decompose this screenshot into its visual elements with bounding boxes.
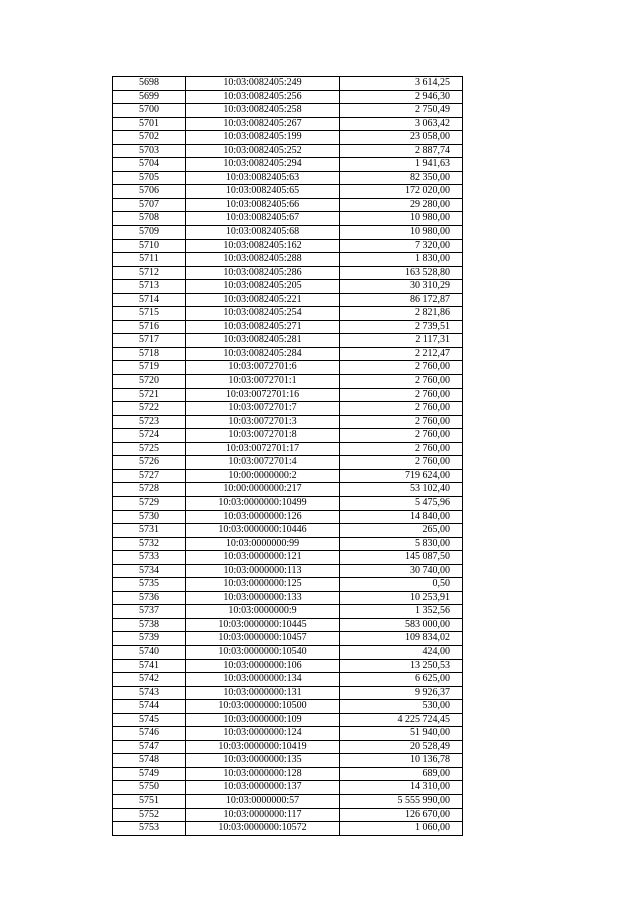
table-row — [113, 781, 463, 795]
cadastral-number-cell: 10:03:0000000:106 — [186, 659, 340, 673]
value-cell: 2 887,74 — [340, 144, 463, 158]
row-number-cell: 5730 — [113, 510, 186, 524]
cadastral-number-cell: 10:03:0082405:256 — [186, 90, 340, 104]
cadastral-number-cell: 10:03:0072701:4 — [186, 456, 340, 470]
table-row — [113, 144, 463, 158]
row-number-cell: 5735 — [113, 578, 186, 592]
value-cell: 82 350,00 — [340, 171, 463, 185]
table-row — [113, 293, 463, 307]
table-row — [113, 700, 463, 714]
cadastral-number-cell: 10:03:0000000:99 — [186, 537, 340, 551]
row-number-cell: 5700 — [113, 104, 186, 118]
cadastral-number-cell: 10:03:0072701:16 — [186, 388, 340, 402]
table-row — [113, 496, 463, 510]
cadastral-number-cell: 10:03:0082405:294 — [186, 158, 340, 172]
cadastral-number-cell: 10:03:0000000:10446 — [186, 524, 340, 538]
row-number-cell: 5728 — [113, 483, 186, 497]
row-number-cell: 5753 — [113, 822, 186, 836]
table-row — [113, 253, 463, 267]
row-number-cell: 5698 — [113, 77, 186, 91]
cadastral-number-cell: 10:03:0000000:10457 — [186, 632, 340, 646]
row-number-cell: 5742 — [113, 673, 186, 687]
row-number-cell: 5725 — [113, 442, 186, 456]
cadastral-number-cell: 10:03:0082405:205 — [186, 280, 340, 294]
value-cell: 29 280,00 — [340, 198, 463, 212]
row-number-cell: 5702 — [113, 131, 186, 145]
value-cell: 30 310,29 — [340, 280, 463, 294]
row-number-cell: 5701 — [113, 117, 186, 131]
table-row — [113, 808, 463, 822]
table-row — [113, 347, 463, 361]
table-row — [113, 605, 463, 619]
row-number-cell: 5736 — [113, 591, 186, 605]
table-row — [113, 551, 463, 565]
value-cell: 719 624,00 — [340, 469, 463, 483]
value-cell: 5 555 990,00 — [340, 794, 463, 808]
cadastral-number-cell: 10:03:0000000:113 — [186, 564, 340, 578]
table-row — [113, 375, 463, 389]
value-cell: 2 117,31 — [340, 334, 463, 348]
cadastral-number-cell: 10:03:0082405:68 — [186, 226, 340, 240]
row-number-cell: 5748 — [113, 754, 186, 768]
value-cell: 163 528,80 — [340, 266, 463, 280]
value-cell: 2 760,00 — [340, 415, 463, 429]
row-number-cell: 5737 — [113, 605, 186, 619]
value-cell: 10 980,00 — [340, 226, 463, 240]
value-cell: 51 940,00 — [340, 727, 463, 741]
table-row — [113, 429, 463, 443]
table-row — [113, 591, 463, 605]
row-number-cell: 5734 — [113, 564, 186, 578]
table-row — [113, 266, 463, 280]
row-number-cell: 5706 — [113, 185, 186, 199]
value-cell: 10 136,78 — [340, 754, 463, 768]
cadastral-number-cell: 10:03:0082405:271 — [186, 320, 340, 334]
value-cell: 145 087,50 — [340, 551, 463, 565]
cadastral-number-cell: 10:03:0082405:286 — [186, 266, 340, 280]
table-row — [113, 388, 463, 402]
value-cell: 265,00 — [340, 524, 463, 538]
value-cell: 13 250,53 — [340, 659, 463, 673]
table-row — [113, 659, 463, 673]
table-row — [113, 361, 463, 375]
value-cell: 3 063,42 — [340, 117, 463, 131]
table-row — [113, 307, 463, 321]
row-number-cell: 5732 — [113, 537, 186, 551]
value-cell: 10 253,91 — [340, 591, 463, 605]
row-number-cell: 5723 — [113, 415, 186, 429]
value-cell: 689,00 — [340, 767, 463, 781]
cadastral-number-cell: 10:03:0000000:133 — [186, 591, 340, 605]
value-cell: 2 821,86 — [340, 307, 463, 321]
row-number-cell: 5707 — [113, 198, 186, 212]
table-row — [113, 77, 463, 91]
cadastral-number-cell: 10:03:0082405:267 — [186, 117, 340, 131]
value-cell: 2 760,00 — [340, 456, 463, 470]
row-number-cell: 5744 — [113, 700, 186, 714]
cadastral-number-cell: 10:03:0000000:134 — [186, 673, 340, 687]
value-cell: 109 834,02 — [340, 632, 463, 646]
row-number-cell: 5705 — [113, 171, 186, 185]
row-number-cell: 5718 — [113, 347, 186, 361]
row-number-cell: 5740 — [113, 645, 186, 659]
table-row — [113, 320, 463, 334]
row-number-cell: 5731 — [113, 524, 186, 538]
row-number-cell: 5715 — [113, 307, 186, 321]
cadastral-number-cell: 10:03:0000000:10445 — [186, 618, 340, 632]
table-row — [113, 90, 463, 104]
cadastral-number-cell: 10:03:0082405:67 — [186, 212, 340, 226]
row-number-cell: 5743 — [113, 686, 186, 700]
table-row — [113, 822, 463, 836]
cadastral-number-cell: 10:00:0000000:217 — [186, 483, 340, 497]
table-row — [113, 117, 463, 131]
cadastral-number-cell: 10:03:0000000:124 — [186, 727, 340, 741]
table-row — [113, 727, 463, 741]
table-row — [113, 767, 463, 781]
cadastral-number-cell: 10:03:0000000:57 — [186, 794, 340, 808]
table-row — [113, 198, 463, 212]
cadastral-number-cell: 10:03:0000000:10419 — [186, 740, 340, 754]
cadastral-number-cell: 10:03:0000000:9 — [186, 605, 340, 619]
value-cell: 530,00 — [340, 700, 463, 714]
value-cell: 2 760,00 — [340, 442, 463, 456]
row-number-cell: 5724 — [113, 429, 186, 443]
table-row — [113, 171, 463, 185]
row-number-cell: 5712 — [113, 266, 186, 280]
cadastral-number-cell: 10:03:0000000:125 — [186, 578, 340, 592]
row-number-cell: 5729 — [113, 496, 186, 510]
value-cell: 23 058,00 — [340, 131, 463, 145]
table-row — [113, 754, 463, 768]
value-cell: 3 614,25 — [340, 77, 463, 91]
row-number-cell: 5699 — [113, 90, 186, 104]
value-cell: 2 739,51 — [340, 320, 463, 334]
table-row — [113, 280, 463, 294]
value-cell: 2 760,00 — [340, 375, 463, 389]
table-row — [113, 469, 463, 483]
row-number-cell: 5709 — [113, 226, 186, 240]
cadastral-number-cell: 10:03:0082405:249 — [186, 77, 340, 91]
cadastral-number-cell: 10:03:0082405:252 — [186, 144, 340, 158]
value-cell: 2 760,00 — [340, 429, 463, 443]
row-number-cell: 5713 — [113, 280, 186, 294]
value-cell: 172 020,00 — [340, 185, 463, 199]
cadastral-number-cell: 10:03:0000000:135 — [186, 754, 340, 768]
value-cell: 1 830,00 — [340, 253, 463, 267]
table-row — [113, 713, 463, 727]
row-number-cell: 5708 — [113, 212, 186, 226]
table-row — [113, 456, 463, 470]
cadastral-number-cell: 10:03:0082405:199 — [186, 131, 340, 145]
row-number-cell: 5711 — [113, 253, 186, 267]
cadastral-number-cell: 10:03:0082405:288 — [186, 253, 340, 267]
value-cell: 14 310,00 — [340, 781, 463, 795]
table-row — [113, 510, 463, 524]
table-body — [113, 77, 463, 836]
row-number-cell: 5714 — [113, 293, 186, 307]
row-number-cell: 5726 — [113, 456, 186, 470]
row-number-cell: 5719 — [113, 361, 186, 375]
table-row — [113, 632, 463, 646]
row-number-cell: 5752 — [113, 808, 186, 822]
table-row — [113, 104, 463, 118]
data-table — [112, 76, 463, 836]
row-number-cell: 5750 — [113, 781, 186, 795]
table-row — [113, 402, 463, 416]
table-row — [113, 158, 463, 172]
table-row — [113, 442, 463, 456]
table-row — [113, 226, 463, 240]
cadastral-number-cell: 10:03:0000000:128 — [186, 767, 340, 781]
value-cell: 9 926,37 — [340, 686, 463, 700]
table-row — [113, 524, 463, 538]
value-cell: 1 060,00 — [340, 822, 463, 836]
row-number-cell: 5727 — [113, 469, 186, 483]
row-number-cell: 5746 — [113, 727, 186, 741]
table-row — [113, 673, 463, 687]
value-cell: 7 320,00 — [340, 239, 463, 253]
row-number-cell: 5745 — [113, 713, 186, 727]
row-number-cell: 5722 — [113, 402, 186, 416]
cadastral-number-cell: 10:03:0000000:121 — [186, 551, 340, 565]
cadastral-number-cell: 10:03:0082405:63 — [186, 171, 340, 185]
table-row — [113, 239, 463, 253]
table-row — [113, 686, 463, 700]
row-number-cell: 5717 — [113, 334, 186, 348]
table-row — [113, 537, 463, 551]
value-cell: 2 760,00 — [340, 388, 463, 402]
cadastral-number-cell: 10:03:0082405:221 — [186, 293, 340, 307]
value-cell: 2 750,49 — [340, 104, 463, 118]
cadastral-number-cell: 10:03:0000000:10572 — [186, 822, 340, 836]
table-row — [113, 645, 463, 659]
row-number-cell: 5721 — [113, 388, 186, 402]
value-cell: 126 670,00 — [340, 808, 463, 822]
value-cell: 20 528,49 — [340, 740, 463, 754]
cadastral-number-cell: 10:03:0072701:1 — [186, 375, 340, 389]
value-cell: 424,00 — [340, 645, 463, 659]
cadastral-number-cell: 10:03:0000000:10540 — [186, 645, 340, 659]
table-row — [113, 483, 463, 497]
value-cell: 86 172,87 — [340, 293, 463, 307]
value-cell: 30 740,00 — [340, 564, 463, 578]
value-cell: 2 760,00 — [340, 361, 463, 375]
row-number-cell: 5738 — [113, 618, 186, 632]
row-number-cell: 5749 — [113, 767, 186, 781]
row-number-cell: 5716 — [113, 320, 186, 334]
cadastral-number-cell: 10:03:0082405:284 — [186, 347, 340, 361]
cadastral-number-cell: 10:03:0072701:7 — [186, 402, 340, 416]
cadastral-number-cell: 10:03:0000000:131 — [186, 686, 340, 700]
row-number-cell: 5710 — [113, 239, 186, 253]
cadastral-number-cell: 10:03:0000000:10500 — [186, 700, 340, 714]
cadastral-number-cell: 10:03:0000000:117 — [186, 808, 340, 822]
row-number-cell: 5739 — [113, 632, 186, 646]
table-row — [113, 212, 463, 226]
table-row — [113, 564, 463, 578]
value-cell: 10 980,00 — [340, 212, 463, 226]
value-cell: 4 225 724,45 — [340, 713, 463, 727]
table-row — [113, 578, 463, 592]
cadastral-number-cell: 10:03:0082405:162 — [186, 239, 340, 253]
value-cell: 2 760,00 — [340, 402, 463, 416]
cadastral-number-cell: 10:03:0072701:6 — [186, 361, 340, 375]
value-cell: 53 102,40 — [340, 483, 463, 497]
row-number-cell: 5703 — [113, 144, 186, 158]
table-row — [113, 618, 463, 632]
cadastral-number-cell: 10:03:0082405:254 — [186, 307, 340, 321]
row-number-cell: 5747 — [113, 740, 186, 754]
value-cell: 6 625,00 — [340, 673, 463, 687]
cadastral-number-cell: 10:03:0000000:137 — [186, 781, 340, 795]
table-row — [113, 794, 463, 808]
row-number-cell: 5751 — [113, 794, 186, 808]
table-row — [113, 334, 463, 348]
value-cell: 1 352,56 — [340, 605, 463, 619]
value-cell: 0,50 — [340, 578, 463, 592]
cadastral-number-cell: 10:03:0000000:126 — [186, 510, 340, 524]
value-cell: 583 000,00 — [340, 618, 463, 632]
cadastral-number-cell: 10:00:0000000:2 — [186, 469, 340, 483]
row-number-cell: 5704 — [113, 158, 186, 172]
value-cell: 5 830,00 — [340, 537, 463, 551]
row-number-cell: 5733 — [113, 551, 186, 565]
row-number-cell: 5720 — [113, 375, 186, 389]
table-row — [113, 185, 463, 199]
cadastral-number-cell: 10:03:0082405:281 — [186, 334, 340, 348]
value-cell: 5 475,96 — [340, 496, 463, 510]
value-cell: 2 212,47 — [340, 347, 463, 361]
cadastral-number-cell: 10:03:0072701:17 — [186, 442, 340, 456]
table-row — [113, 740, 463, 754]
value-cell: 14 840,00 — [340, 510, 463, 524]
cadastral-number-cell: 10:03:0000000:109 — [186, 713, 340, 727]
value-cell: 2 946,30 — [340, 90, 463, 104]
cadastral-number-cell: 10:03:0082405:65 — [186, 185, 340, 199]
cadastral-number-cell: 10:03:0072701:8 — [186, 429, 340, 443]
cadastral-number-cell: 10:03:0082405:66 — [186, 198, 340, 212]
cadastral-number-cell: 10:03:0000000:10499 — [186, 496, 340, 510]
table-row — [113, 415, 463, 429]
value-cell: 1 941,63 — [340, 158, 463, 172]
row-number-cell: 5741 — [113, 659, 186, 673]
cadastral-number-cell: 10:03:0082405:258 — [186, 104, 340, 118]
table-row — [113, 131, 463, 145]
cadastral-number-cell: 10:03:0072701:3 — [186, 415, 340, 429]
